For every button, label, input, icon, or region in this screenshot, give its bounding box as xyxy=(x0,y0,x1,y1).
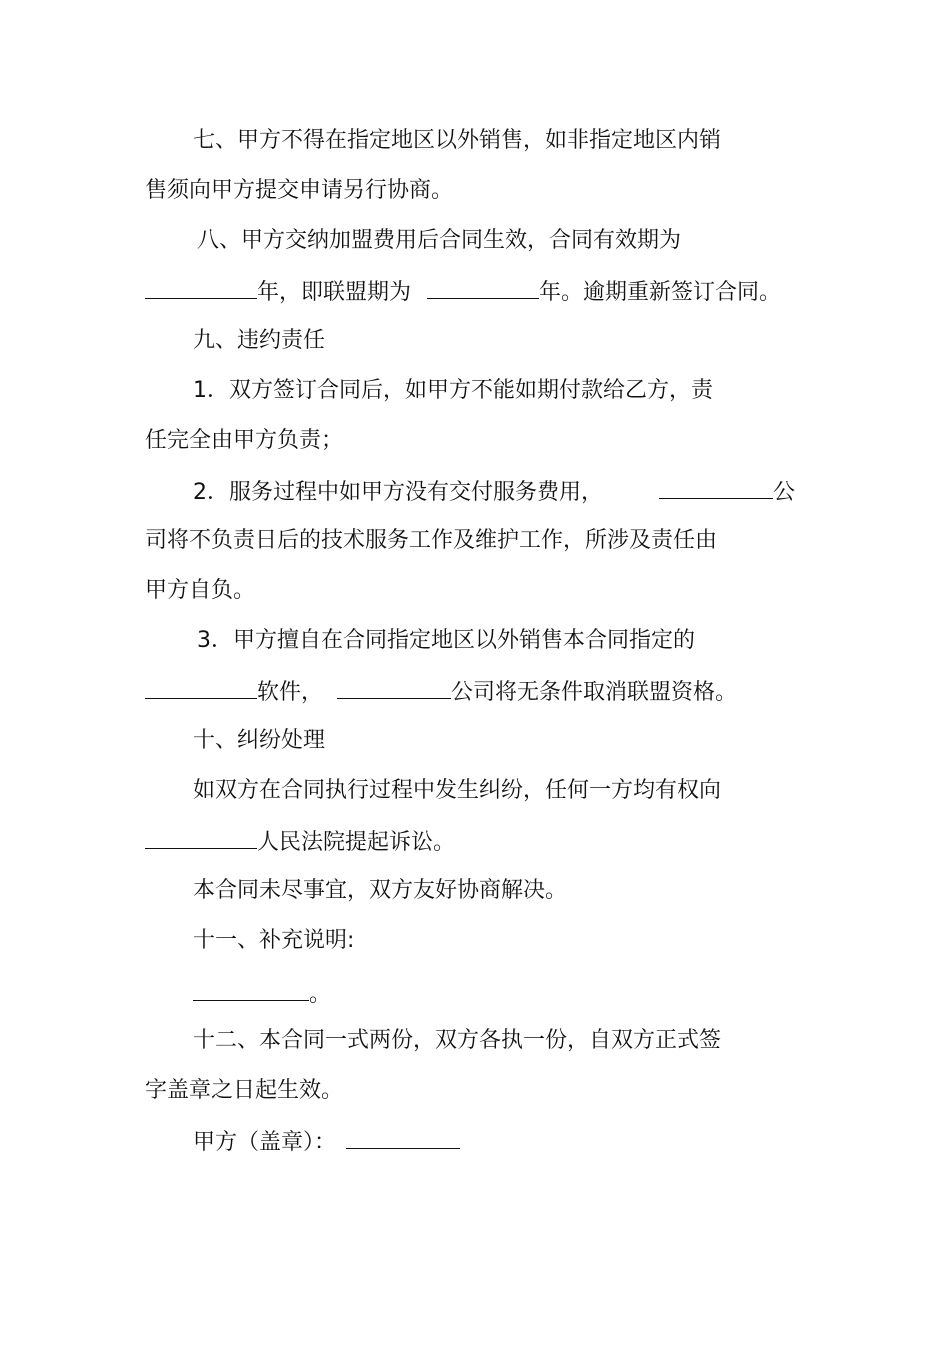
unresolved-matters: 本合同未尽事宜，双方友好协商解决。 xyxy=(193,878,568,903)
blank-field-company-1[interactable] xyxy=(659,478,773,499)
clause-9-item-2-line-3: 甲方自负。 xyxy=(145,578,256,603)
cancel-text: 公司将无条件取消联盟资格。 xyxy=(451,680,738,705)
clause-8-line-2 xyxy=(145,278,781,306)
clause-9-heading: 九、违约责任 xyxy=(193,328,326,353)
clause-11-line-1 xyxy=(193,980,331,1008)
blank-field-court[interactable] xyxy=(145,828,257,849)
clause-10-line-2 xyxy=(145,828,455,856)
clause-7-line-1: 七、甲方不得在指定地区以外销售，如非指定地区内销 xyxy=(193,128,722,153)
clause-12-line-1: 十二、本合同一式两份，双方各执一份，自双方正式签 xyxy=(193,1028,722,1053)
clause-10-heading: 十、纠纷处理 xyxy=(193,728,326,753)
term-text: 年，即联盟期为 xyxy=(257,280,412,305)
blank-field-alliance-years[interactable] xyxy=(427,278,539,299)
blank-field-supplement[interactable] xyxy=(193,980,309,1001)
blank-field-party-a-seal[interactable] xyxy=(346,1128,460,1149)
clause-9-item-3-line-2 xyxy=(145,678,737,706)
software-text: 软件， xyxy=(257,680,324,705)
blank-field-software[interactable] xyxy=(145,678,257,699)
clause-9-item-2-line-2: 司将不负责日后的技术服务工作及维护工作，所涉及责任由 xyxy=(145,528,718,553)
blank-field-term-years[interactable] xyxy=(145,278,257,299)
clause-11-heading: 十一、补充说明: xyxy=(193,928,355,953)
clause-9-item-3-line-1: 3．甲方擅自在合同指定地区以外销售本合同指定的 xyxy=(197,628,695,653)
clause-9-item-2-line-1 xyxy=(193,478,795,506)
service-fee-text: 2．服务过程中如甲方没有交付服务费用， xyxy=(193,480,603,505)
clause-12-line-2: 字盖章之日起生效。 xyxy=(145,1078,344,1103)
clause-8-line-1: 八、甲方交纳加盟费用后合同生效，合同有效期为 xyxy=(197,228,682,253)
blank-field-company-2[interactable] xyxy=(337,678,451,699)
clause-9-item-1-line-2: 任完全由甲方负责； xyxy=(145,428,344,453)
clause-7-line-2: 售须向甲方提交申请另行协商。 xyxy=(145,178,454,203)
supplement-period: 。 xyxy=(309,982,332,1007)
company-suffix: 公 xyxy=(773,480,796,505)
party-a-seal-label: 甲方（盖章）： xyxy=(193,1130,337,1155)
party-a-seal-line xyxy=(193,1128,460,1156)
court-text: 人民法院提起诉讼。 xyxy=(257,830,456,855)
clause-10-line-1: 如双方在合同执行过程中发生纠纷，任何一方均有权向 xyxy=(193,778,722,803)
renewal-text: 年。逾期重新签订合同。 xyxy=(539,280,782,305)
clause-9-item-1-line-1: 1．双方签订合同后，如甲方不能如期付款给乙方，责 xyxy=(193,378,713,403)
